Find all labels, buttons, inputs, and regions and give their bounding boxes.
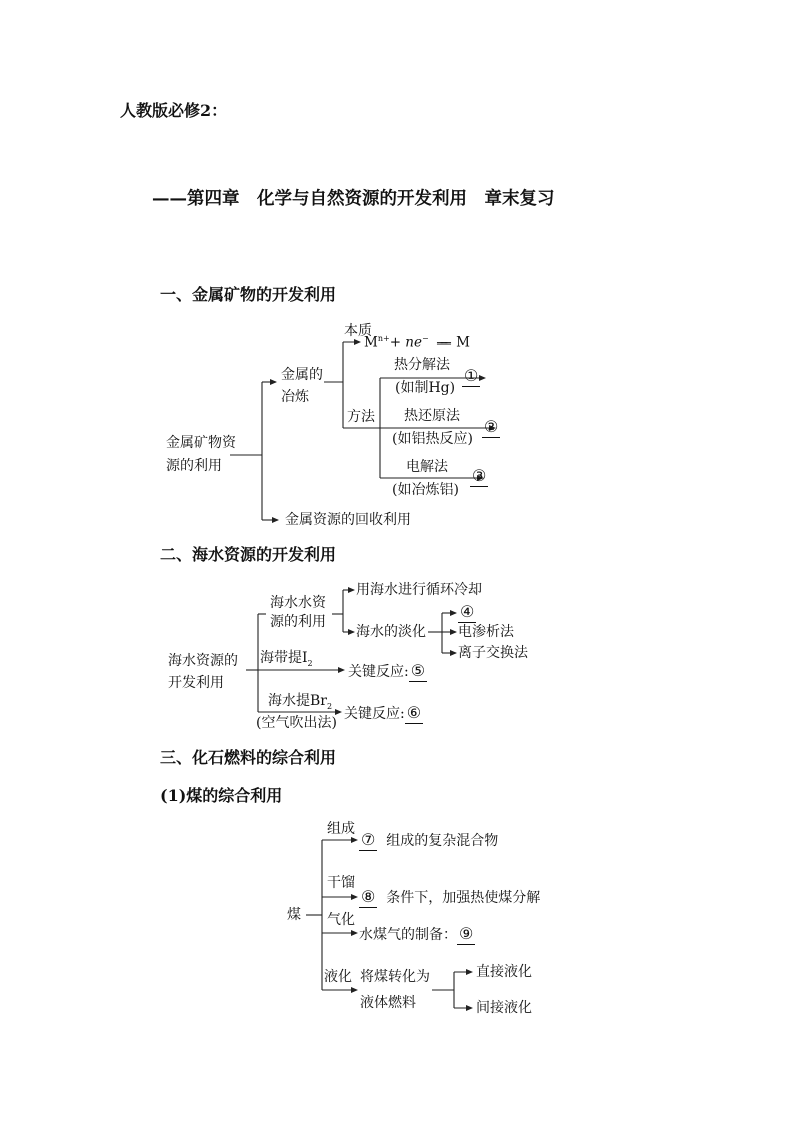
bromine-key-reaction: 关键反应: ⑥ — [344, 703, 422, 722]
blank-3: ③ — [472, 466, 487, 485]
method-thermal-reduction: 热还原法 — [404, 408, 460, 424]
page-title: ——第四章 化学与自然资源的开发利用 章末复习 — [152, 189, 555, 209]
sea-cooling: 用海水进行循环冷却 — [356, 582, 482, 598]
coal-composition: ⑦ 组成的复杂混合物 — [361, 830, 499, 849]
indirect-liquefaction: 间接液化 — [476, 1000, 532, 1016]
coal-liquefaction-line1: 将煤转化为 — [360, 969, 430, 985]
metal-root-line2: 源的利用 — [166, 458, 222, 474]
iodine-extraction: 海带提$I_2$ — [260, 650, 313, 668]
direct-liquefaction: 直接液化 — [476, 964, 532, 980]
bromine-method-note: (空气吹出法) — [256, 715, 337, 731]
sea-desalination: 海水的淡化 — [356, 624, 426, 640]
section-metal-heading: 一、金属矿物的开发利用 — [160, 285, 337, 304]
essence-label: 本质 — [344, 323, 372, 339]
coal-sub-heading: (1)煤的综合利用 — [160, 786, 283, 805]
coal-root: 煤 — [287, 907, 301, 923]
sea-root-line2: 开发利用 — [168, 675, 224, 691]
method-label: 方法 — [347, 409, 375, 425]
blank-1: ① — [464, 366, 479, 385]
coal-liquefaction-line2: 液体燃料 — [360, 995, 416, 1011]
water-use-line1: 海水水资 — [270, 595, 326, 611]
coal-gasification-label: 气化 — [327, 912, 355, 928]
metal-recycle: 金属资源的回收利用 — [285, 512, 411, 528]
sea-root-line1: 海水资源的 — [168, 653, 238, 669]
desal-ion-exchange: 离子交换法 — [458, 645, 528, 661]
smelting-line2: 冶炼 — [281, 389, 309, 405]
coal-composition-label: 组成 — [327, 821, 355, 837]
coal-distillation: ⑧ 条件下，加强热使煤分解 — [361, 887, 541, 906]
section-sea-heading: 二、海水资源的开发利用 — [160, 545, 337, 564]
metal-root-line1: 金属矿物资 — [166, 435, 236, 451]
method-electrolysis: 电解法 — [406, 459, 448, 475]
essence-equation: $M^{n+}+ ne^-$ ═══ M — [364, 334, 470, 351]
coal-gasification: 水煤气的制备： ⑨ — [359, 924, 474, 943]
coal-distillation-label: 干馏 — [327, 875, 355, 891]
smelting-line1: 金属的 — [281, 367, 323, 383]
coal-liquefaction-label: 液化 — [324, 969, 352, 985]
section-fossil-heading: 三、化石燃料的综合利用 — [160, 748, 337, 767]
blank-4: ④ — [460, 602, 475, 621]
edition-label: 人教版必修2： — [120, 101, 228, 120]
method-thermal-decomposition-example: (如制Hg) — [395, 380, 456, 396]
iodine-key-reaction: 关键反应: ⑤ — [348, 661, 426, 680]
desal-electrodialysis: 电渗析法 — [458, 624, 514, 640]
method-electrolysis-example: (如冶炼铝) — [392, 482, 459, 498]
method-thermal-reduction-example: (如铝热反应) — [392, 431, 473, 447]
water-use-line2: 源的利用 — [270, 614, 326, 630]
bromine-extraction: 海水提$Br_2$ — [268, 693, 333, 711]
blank-2: ② — [484, 417, 499, 436]
method-thermal-decomposition: 热分解法 — [394, 357, 450, 373]
